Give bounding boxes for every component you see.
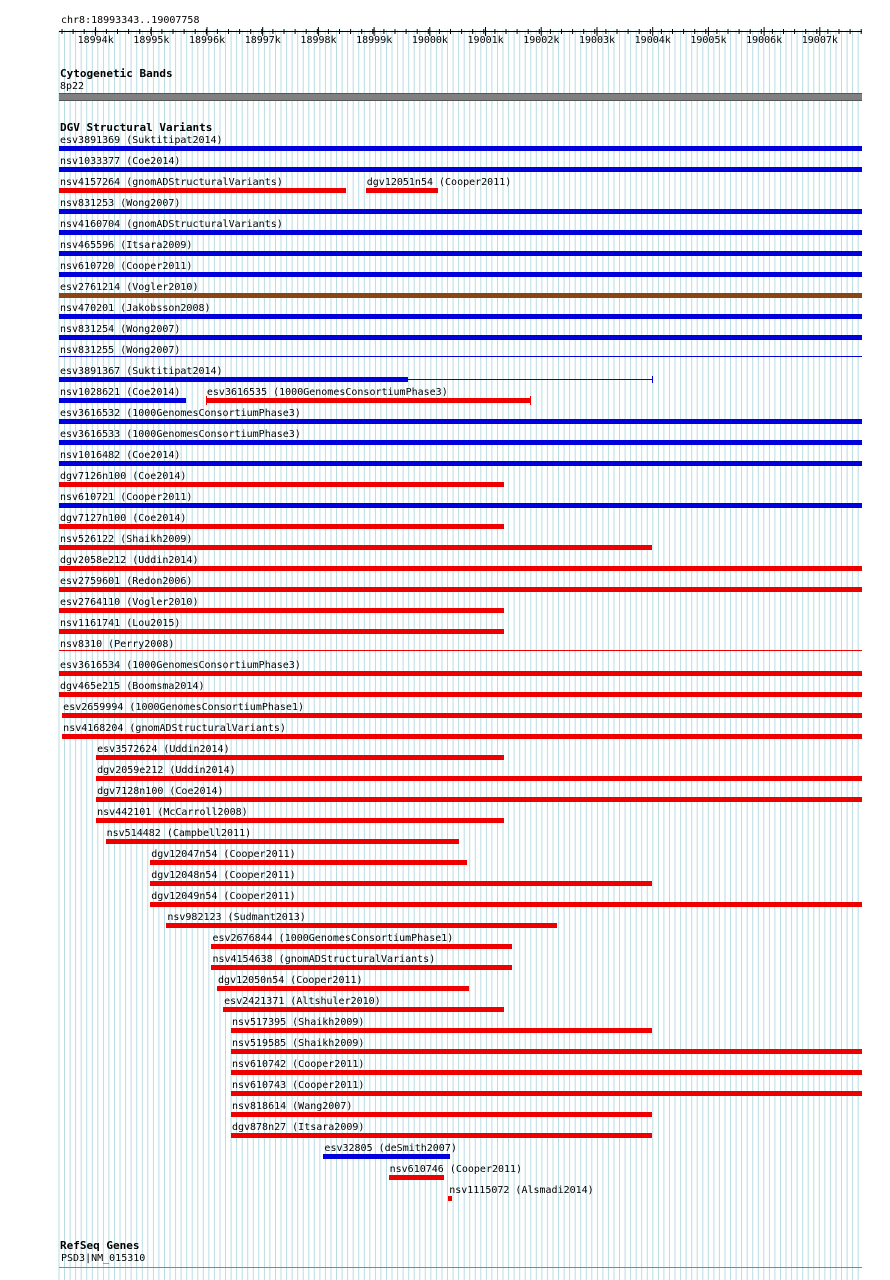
variant-label[interactable]: nsv1033377 (Coe2014) (60, 156, 181, 167)
variant-bar[interactable] (59, 167, 862, 172)
ruler-tick-label: 18996k (189, 35, 226, 46)
variant-bar[interactable] (106, 839, 460, 844)
variant-bar[interactable] (59, 461, 862, 466)
variant-label[interactable]: nsv610742 (Cooper2011) (231, 1059, 365, 1070)
variant-bar[interactable] (62, 713, 862, 718)
variant-label[interactable]: esv2761214 (Vogler2010) (60, 282, 199, 293)
variant-label[interactable]: esv2764110 (Vogler2010) (60, 597, 199, 608)
variant-label[interactable]: esv3616535 (1000GenomesConsortiumPhase3) (206, 387, 448, 398)
variant-bar[interactable] (217, 986, 469, 991)
variant-label[interactable]: esv2421371 (Altshuler2010) (224, 996, 381, 1007)
ruler-tick-label: 18999k (356, 35, 393, 46)
variant-label[interactable]: nsv818614 (Wang2007) (231, 1101, 353, 1112)
variant-bar[interactable] (366, 188, 438, 193)
variant-bar[interactable] (59, 209, 862, 214)
variant-label[interactable]: esv2676844 (1000GenomesConsortiumPhase1) (212, 933, 454, 944)
variant-bar[interactable] (59, 356, 862, 357)
variant-bar[interactable] (206, 398, 530, 403)
variant-label[interactable]: nsv470201 (Jakobsson2008) (60, 303, 211, 314)
variant-bar[interactable] (211, 965, 512, 970)
variant-bar[interactable] (211, 944, 512, 949)
cytoband-label: 8p22 (60, 81, 85, 92)
cytoband-track-title[interactable]: Cytogenetic Bands (60, 67, 173, 80)
refseq-gene-line[interactable] (59, 1267, 862, 1268)
location-label: chr8:18993343..19007758 (61, 15, 200, 26)
variant-bar[interactable] (62, 734, 862, 739)
variant-label[interactable]: esv3572624 (Uddin2014) (97, 744, 230, 755)
variant-bar[interactable] (59, 398, 186, 403)
ruler-tick-label: 18995k (133, 35, 170, 46)
variant-label[interactable]: nsv465596 (Itsara2009) (60, 240, 193, 251)
variant-bar[interactable] (389, 1175, 445, 1180)
variant-label[interactable]: esv3891367 (Suktitipat2014) (60, 366, 223, 377)
variant-bar[interactable] (96, 776, 862, 781)
variant-bar[interactable] (231, 1112, 652, 1117)
variant-label[interactable]: nsv982123 (Sudmant2013) (167, 912, 306, 923)
ruler-tick-label: 19003k (578, 35, 616, 46)
variant-bar[interactable] (59, 272, 862, 277)
ruler-tick-label: 18994k (77, 35, 114, 46)
variant-end-cap (652, 376, 653, 383)
variant-bar[interactable] (59, 146, 862, 151)
dgv-track-title[interactable]: DGV Structural Variants (60, 121, 213, 134)
variant-end-cap (530, 396, 531, 405)
variant-label[interactable]: dgv12047n54 (Cooper2011) (151, 849, 296, 860)
variant-bar[interactable] (166, 923, 556, 928)
ruler-tick-label: 18998k (300, 35, 337, 46)
variant-label[interactable]: dgv12050n54 (Cooper2011) (218, 975, 363, 986)
variant-bar[interactable] (448, 1196, 452, 1201)
variant-bar[interactable] (150, 860, 466, 865)
ruler-tick-label: 19000k (411, 35, 448, 46)
variant-bar[interactable] (59, 188, 346, 193)
variant-label[interactable]: dgv12049n54 (Cooper2011) (151, 891, 296, 902)
variant-bar[interactable] (231, 1133, 652, 1138)
variant-label[interactable]: nsv1161741 (Lou2015) (60, 618, 181, 629)
variant-bar[interactable] (59, 524, 504, 529)
variant-label[interactable]: dgv2058e212 (Uddin2014) (60, 555, 199, 566)
variant-bar[interactable] (59, 503, 862, 508)
ruler-tick-label: 19006k (746, 35, 783, 46)
ruler-tick-label: 19004k (634, 35, 671, 46)
variant-label[interactable]: dgv878n27 (Itsara2009) (231, 1122, 365, 1133)
variant-label[interactable]: dgv7127n100 (Coe2014) (60, 513, 187, 524)
variant-label[interactable]: nsv4154638 (gnomADStructuralVariants) (212, 954, 436, 965)
variant-bar[interactable] (59, 293, 862, 298)
variant-label[interactable]: nsv4160704 (gnomADStructuralVariants) (60, 219, 283, 230)
variant-bar[interactable] (96, 797, 862, 802)
variant-label[interactable]: nsv610746 (Cooper2011) (389, 1164, 523, 1175)
variant-bar[interactable] (59, 650, 862, 651)
ruler-tick-label: 19002k (523, 35, 560, 46)
variant-label[interactable]: esv3616532 (1000GenomesConsortiumPhase3) (60, 408, 301, 419)
variant-bar[interactable] (223, 1007, 504, 1012)
variant-label[interactable]: esv2659994 (1000GenomesConsortiumPhase1) (63, 702, 304, 713)
variant-extension-line (408, 379, 653, 380)
variant-bar[interactable] (59, 440, 862, 445)
variant-label[interactable]: esv3891369 (Suktitipat2014) (60, 135, 223, 146)
variant-bar[interactable] (59, 419, 862, 424)
variant-bar[interactable] (59, 608, 504, 613)
refseq-gene-label[interactable]: PSD3|NM_015310 (61, 1253, 146, 1264)
variant-label[interactable]: dgv12048n54 (Cooper2011) (151, 870, 296, 881)
variant-label[interactable]: dgv7128n100 (Coe2014) (97, 786, 224, 797)
variant-label[interactable]: dgv2059e212 (Uddin2014) (97, 765, 236, 776)
variant-label[interactable]: nsv610720 (Cooper2011) (60, 261, 193, 272)
variant-label[interactable]: nsv831255 (Wong2007) (60, 345, 181, 356)
variant-bar[interactable] (323, 1154, 449, 1159)
variant-label[interactable]: nsv831254 (Wong2007) (60, 324, 181, 335)
variant-bar[interactable] (150, 902, 862, 907)
variant-bar[interactable] (59, 482, 504, 487)
variant-label[interactable]: nsv514482 (Campbell2011) (106, 828, 252, 839)
position-ruler[interactable] (0, 0, 890, 60)
ruler-tick-label: 18997k (244, 35, 281, 46)
variant-label[interactable]: dgv7126n100 (Coe2014) (60, 471, 187, 482)
variant-bar[interactable] (59, 566, 862, 571)
variant-label[interactable]: nsv442101 (McCarroll2008) (97, 807, 248, 818)
variant-bar[interactable] (59, 335, 862, 340)
variant-label[interactable]: esv3616534 (1000GenomesConsortiumPhase3) (60, 660, 301, 671)
variant-bar[interactable] (231, 1091, 862, 1096)
variant-bar[interactable] (59, 314, 862, 319)
variant-label[interactable]: nsv1016482 (Coe2014) (60, 450, 181, 461)
variant-label[interactable]: dgv465e215 (Boomsma2014) (60, 681, 205, 692)
variant-label[interactable]: esv2759601 (Redon2006) (60, 576, 193, 587)
variant-bar[interactable] (59, 587, 862, 592)
variant-label[interactable]: dgv12051n54 (Cooper2011) (366, 177, 512, 188)
variant-label[interactable]: nsv8310 (Perry2008) (60, 639, 175, 650)
variant-label[interactable]: nsv610743 (Cooper2011) (231, 1080, 365, 1091)
variant-bar[interactable] (231, 1028, 652, 1033)
cytoband-bar[interactable] (59, 93, 862, 101)
variant-label[interactable]: nsv517395 (Shaikh2009) (231, 1017, 365, 1028)
variant-bar[interactable] (59, 251, 862, 256)
variant-bar[interactable] (59, 671, 862, 676)
variant-label[interactable]: nsv4168204 (gnomADStructuralVariants) (63, 723, 286, 734)
variant-label[interactable]: nsv526122 (Shaikh2009) (60, 534, 193, 545)
variant-label[interactable]: nsv1115072 (Alsmadi2014) (449, 1185, 594, 1196)
variant-bar[interactable] (96, 818, 504, 823)
variant-label[interactable]: nsv610721 (Cooper2011) (60, 492, 193, 503)
variant-bar[interactable] (59, 377, 408, 382)
variant-bar[interactable] (150, 881, 652, 886)
variant-bar[interactable] (59, 692, 862, 697)
variant-bar[interactable] (59, 629, 504, 634)
variant-bar[interactable] (231, 1070, 862, 1075)
variant-bar[interactable] (59, 230, 862, 235)
refseq-track-title[interactable]: RefSeq Genes (60, 1239, 140, 1252)
variant-label[interactable]: nsv4157264 (gnomADStructuralVariants) (60, 177, 283, 188)
variant-label[interactable]: esv3616533 (1000GenomesConsortiumPhase3) (60, 429, 301, 440)
variant-label[interactable]: nsv831253 (Wong2007) (60, 198, 181, 209)
variant-label[interactable]: nsv1028621 (Coe2014) (60, 387, 181, 398)
variant-bar[interactable] (231, 1049, 862, 1054)
variant-bar[interactable] (96, 755, 504, 760)
ruler-tick-label: 19001k (467, 35, 504, 46)
variant-label[interactable]: esv32805 (deSmith2007) (324, 1143, 457, 1154)
variant-bar[interactable] (59, 545, 652, 550)
variant-end-cap (206, 396, 207, 405)
variant-label[interactable]: nsv519585 (Shaikh2009) (231, 1038, 365, 1049)
ruler-tick-label: 19005k (690, 35, 727, 46)
ruler-tick-label: 19007k (801, 35, 838, 46)
